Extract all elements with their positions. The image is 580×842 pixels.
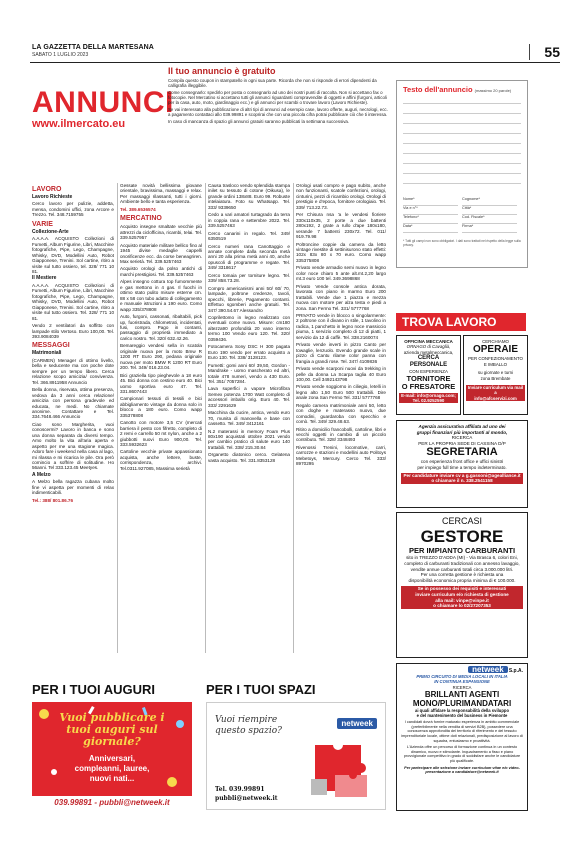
ad-line: TORNITORE (406, 373, 451, 383)
classified-ad: Bella donna, riservata, ottima presenza, vedova da 3 anni cerca relazione/ amicizia con persona gradevole ed educata, ne medi. No chiamate anonime. Contattare e Tel. 334.7648.466 Annuncio (32, 387, 114, 420)
newspaper-name: LA GAZZETTA DELLA MARTESANA (32, 44, 154, 51)
header-separator (529, 44, 530, 60)
ad-line: inviare curriculum e/o richiesta di gestione (401, 592, 523, 598)
classified-ad: Cedo a vari amatori turtagrado da terra in coppia rana e settembre 2022. Tel. 339.5257463 (208, 212, 290, 229)
classified-ad: Privato Vende console antica dorata, lavorata con piano in marmo Euro 200 trattabili. Vende due 1 piazza e mezza nuova con motore per alza testa e piedi a zona. San Fermo Tel. 331/ 5777768 (296, 283, 386, 311)
coupon-field-phone[interactable]: Telefono* (403, 215, 458, 224)
classified-ad: Vendo 2 ventilatori da soffitto con lampade stilo Vertoso. Euro 100,00. Tel. 393.9084039 (32, 323, 114, 339)
coupon-line[interactable] (403, 163, 521, 164)
ad-line: disponibilità economica propria minima di € 100.000. (408, 578, 516, 584)
classified-ad: Poltroncine coppie da camera da letto vintage rivestite di settinisurono stato effetti: 102x 83x 80 x 70 euro. Como wapp 335375808 (296, 241, 386, 263)
classifieds-column-3 (208, 183, 290, 465)
classified-ad: Acquisto insegne smaltate vecchie più attrezzi da ciclofficina, ricambi, telai. Tel. 339.5257957 (120, 224, 202, 241)
job-ad-netweek (396, 663, 528, 811)
ad-line: su giornate e turni (477, 370, 514, 376)
section-varie: VARIE (32, 220, 53, 228)
classified-ad: N.2 materassi in memory Foam Plus 80x190 acquistati ottobre 2021 vendo per cambio pratico di salute euro 140 trattabili. Tel. 338/ 215.30.84 (208, 428, 290, 450)
ad-line: sito in TREZZO D'ADDA (MI) - Via Brasca 6, colori Eni, (406, 555, 518, 560)
ad-line: MONO/PLURIMANDATARI (412, 698, 512, 708)
promo-auguri (32, 682, 192, 810)
column-divider (117, 183, 118, 653)
ad-line: zona Brembate (480, 375, 511, 381)
classifieds-column-2 (120, 183, 202, 473)
ad-email[interactable]: Per partecipare alle selezione inviare curriculum vitae e/o video-presentazione a candidature@netweek.it (404, 765, 520, 775)
coupon-title (403, 85, 511, 94)
ad-paragraph: L'Azienda offre un percorso di formazione continua in un contesto dinamico, nuovo e stimolante. Inquadramento a fisso e piano provvigionale competitivo in grado di soddisfare anche le candidature più qualificate. (403, 745, 521, 763)
classified-phone: Tel. 389.6536574 (120, 206, 156, 212)
coupon-title-text: Testo dell'annuncio (403, 85, 473, 94)
promo-sub-line: nuovi nati... (89, 774, 135, 783)
classified-ad: Auto, furgoni, cassonati, ribaltabili, pick up, fuoristrada, chilometrati, incidentati, fusi, compro. Pago in contanti, passaggio di proprietà immediato a carico nostro. Tel. 320/ 632.42.26. (120, 314, 202, 341)
ad-line: PER CONFEZIONAMENTO (468, 356, 523, 362)
ad-line: GESTORE (420, 527, 504, 546)
section-messaggi: MESSAGGI (32, 342, 70, 350)
coupon-line[interactable] (403, 113, 521, 114)
promo-title: PER I TUOI SPAZI (206, 682, 316, 697)
annunci-website[interactable]: www.ilmercato.eu (32, 118, 126, 130)
annunci-masthead (32, 86, 174, 130)
ad-line: PER IMPIANTO CARBURANTI (408, 546, 516, 555)
column-divider (293, 183, 294, 653)
ad-phone[interactable]: o chiamare il n. 338.2541158 (401, 478, 523, 484)
ad-line: completo di carburanti tradizionali con annesso lavaggio, (404, 560, 520, 566)
puzzle-pieces-icon (305, 735, 375, 805)
info-title: Il tuo annuncio è gratuito (168, 66, 276, 76)
ad-email[interactable]: Per candidature inviare cv a g.gassoni@agealliance.it (401, 473, 523, 479)
ad-phone[interactable]: Tel. 02.9252590 (399, 398, 458, 403)
classified-ad: (CARMEN) Menager di ottimo livello, bella e seducente ma con poche dote sempre per un tempo libero. Cerca relazione scopo amicizia/ convivenza. Tel. 366.8911958 Annuncio (32, 357, 114, 385)
classified-ad: Ciao sono Margherita, vuoi conoscermi? Lavoro in banca e sono una donna separata da diversi tempo. Amo molto la vita all'aria aperta e aspetto per me una stagione magica. Adoro fare i weekend nella casa al lago, mi rilassa e mi ricarica le pile. Ora però comincio a soffrire di solitudine. Ho 56anni. Tel 333.123.45 Meetyes. (32, 421, 114, 471)
ad-line: e del mantenimento del business in Piemonte (416, 713, 508, 719)
classified-ad: Acquisto materiale militare bellico fino al 1945 divise medaglie cappelli onorificenze ecc. da corse beneagriren. Max serietà. Tel. 339.5257463 (120, 242, 202, 264)
classified-ad: Ritiro a domicilio francobolli, cartoline, libri e vecchi oggetti in cambio di un piccolo contributo. Tel. 328/ 3348493 (296, 426, 386, 443)
classified-ad: Rivenossi Trenini, locomotive, carri, carrozze e stazioni e modellini auto Politoys Mebetoys, Mercury. Cerco Tel. 333/ 8970295 (296, 444, 386, 467)
classified-ad: Privato vende armadio semi nuovo in legno color noce chiaro 5 ante alt.mt.2,20 largo mt.3 euro 100 tel. 349.3698868 (296, 265, 386, 282)
classified-ad: A Melzo bella ragazza cubana molto fine vi aspetta per momenti di relax indimenticabili. (32, 479, 114, 496)
classified-ad: Bemareggio vendesi sella in scatola originale nuova per la moto Bmw R 1200 RT Euro 290, pedana originale nuova per moto BMW R 1200 RT Euro 200. Tel. 349/ 016.23.04. (120, 343, 202, 371)
classified-ad: Cerco canarini in regalo. Tel. 349/ 6350519 (208, 230, 290, 242)
promo-sub (32, 754, 192, 784)
classified-ad: Alpes insegno cottura top fumommente e gas mettono in 4 gas. Il fuochi in ottimo stato pulito misure esterne cm. 88 x 58 con tubo adatto di collegamento e manuale istruzioni a 190 euro. Como wapp 335/378808 (120, 279, 202, 312)
ad-coupon[interactable] (396, 80, 528, 268)
coupon-subtitle: (massimo 20 parole) (474, 88, 512, 93)
header-rule (30, 62, 560, 63)
classified-ad: Coprilettomo in legno realizzato con eventuali come nuovo. Misure: cm180 altezza90 profondità 20 vano interno termo 100 Vendo euro 120. Tel. 320/ 0359436. (208, 314, 290, 342)
classified-ad: Macchina da cucire, antica, vendo euro 70, munita di manovella e base con cassetto. Tel. 349/ 3412161 (208, 410, 290, 427)
classified-ad: Privato vende soggiorno in ciliegio, letelli in legno alto 1,50 Euro 500 trattabili. Dire anale zona San Fermo Tel. 331/ 5777768 (296, 384, 386, 401)
promo-title: PER I TUOI AUGURI (32, 682, 156, 697)
classified-ad: Bici graziella tipo pieghevole a 18 euro 45. Bici donna con cestino euro 40. Bici uomo sportiva euro 47. Tel. 331.8607443 (120, 372, 202, 394)
classified-ad: Canotto con motore 3,5 CV (mercati barriera il pesto con fifretto, completo di 2 remi e carrello 50 mt nylon, anche a 2 giubbotti nuovi Euro 900,00. Tel. 333.5932623 (120, 420, 202, 448)
classified-ad: Cerco tomaia per torniture legno. Tel. 339/ 858.73.28. (208, 272, 290, 284)
coupon-line[interactable] (403, 183, 521, 184)
ad-line: SEGRETARIA (426, 446, 498, 459)
info-paragraph: Compila questo coupon in stampatello in ogni sua parte. Ricorda che non si risponde di errori dipendenti da calligrafia illeggibile. (168, 78, 377, 89)
coupon-field-city[interactable]: Città* (462, 206, 517, 215)
coupon-note: * Tutti gli campi non sono obbligatori. I dati sono trattati nel rispetto della legge sulla privacy. (403, 239, 521, 247)
coupon-field-date[interactable]: Data* (403, 224, 458, 233)
free-ad-info (168, 66, 390, 160)
promo-headline-line: questo spazio? (215, 726, 283, 736)
job-ad-gestore (396, 512, 528, 658)
classified-ad: Campionari tessuti di tessili e bici abbigliamento vintage da donna solo in blocco a 180 euro. Como wapp 335378808 (120, 396, 202, 418)
coupon-field-signature[interactable]: Firma* (462, 224, 517, 233)
ad-line: RICERCA (452, 684, 472, 690)
ad-line: RICERCA (451, 435, 473, 441)
ad-line: azienda metalmeccanica, (403, 349, 454, 355)
page-number: 55 (544, 44, 560, 60)
subsection-amicizia: A Melzo (32, 471, 51, 478)
ad-line: O FRESATORE (401, 381, 456, 391)
classified-ad: Organetto diatonico cerco. Gelatena vasta acquisto. Tel. 331.8353128 (208, 452, 290, 463)
subsection-collezione: Collezione-Arte (32, 228, 69, 235)
ad-line: CERCA PERSONALE (409, 355, 448, 369)
classified-ad: Cerco lavoro per pulizie, addetta, mensa, condomini uffici, zona Arcore e Trezzo. Tel. 348.7159755 (32, 201, 114, 218)
classified-ad: Cerco numeri rana Canottaggio e annate complete dalla seconda metà anni 20 alla prima metà anni 40, anche opuscoli di programme e regate. Tel. 349/ 3318617 (208, 243, 290, 271)
ad-line: gruppi finanziari più importanti al mondo, (416, 429, 508, 435)
coupon-fields (403, 197, 521, 233)
ad-line: IN CONTINUA ESPANSIONE (434, 679, 490, 685)
coupon-line[interactable] (403, 143, 521, 144)
subsection-mestiere: Il Mestiere (32, 275, 57, 282)
classified-ad: PRIVATO vende in blocco o singolarmente: 2 poltrone con il divano in stile, 1 tavolino in radica, 1 panchetto in legno noce massiccio piuma, 1 servizio completo di 12 di piatti, 1 servizio da 12 di caffè. Tel. 338.2160074 (296, 312, 386, 340)
classified-ad: Regalo camera matrimoniale anni 50, letto con doghe e materasso nuovo, due comodini, guardaroba con specchio e comò. Tel. 349/ 329.48.63. (296, 402, 386, 425)
classified-ad: Fotocamera Sony DSC H 300 pagata Euro 190 vendo per errato acquisto a Euro 130. Tel. 338/ 3128123. (208, 344, 290, 361)
job-ad-segretaria (396, 420, 528, 508)
classified-ad: Compro americanismi anni 50/ 60/ 70, lampade, poltrone credenze, tavoli, specchi, librerie, Pagamento contanti. Effettuo sgomberi anche gratuiti. Tel. 347/ 390.54.67 Alessandro (208, 285, 290, 313)
netweek-logo: netweek (337, 718, 377, 729)
ad-line: BRILLANTI AGENTI (424, 689, 500, 699)
classified-ad: Fumetti: gomi anni 60/ 39,50, Gordon - Mandrake - uomo mascherato ed altri, totale 478 numeri, vendo a 430 Euro. Tel. 351/ 7057284. (208, 362, 290, 384)
promo-sub-line: compleanni, lauree, (74, 764, 150, 773)
ad-email[interactable]: E-mail: info@ornago.com; (399, 393, 458, 398)
ad-email[interactable]: info@afcservizi.com (466, 396, 525, 401)
classifieds-column-1 (32, 183, 114, 505)
trova-lavoro-header: TROVA LAVORO (396, 313, 526, 331)
promo-headline: Vuoi pubblicare i tuoi auguri sul giornale? (59, 711, 165, 748)
ad-line: CERCHIAMO (482, 339, 509, 344)
ad-line: ai quali affidare la responsabilità della sviluppo (414, 707, 509, 713)
ad-line: CERCASI (441, 516, 482, 526)
classified-ad: Per Chisura nsa 'a le vendesi fioriere 330x110x35, 2 porte a due battenti 280x192, 2 grate a rullo d'ape 180x180, verande 7 battenti 230x72. Tel. 011/ 919.79.98 (296, 212, 386, 240)
job-ad-officina (396, 335, 461, 415)
coupon-line[interactable] (403, 153, 521, 154)
ad-line: Inviare curriculum via mail a (467, 385, 524, 396)
info-paragraph: Come consegnarlo: spedirlo per posta o consegnarlo ad uno dei nostri punti di raccolta. Non si accettano fax o fotocopie. Nel Mercatino si accettano tutti gli annunci riguardanti compravendite di oggetti e affini (furgoni, articoli per la casa, auto, moto, giardinaggio ecc.) e gli annunci per scambi o trovare lavoro (Lavoro Richieste). (168, 89, 387, 106)
classified-ad: A.A.A.A. ACQUISTO Collezioni di Fumetti, Album Figurine, Libri, Macchine fotografiche, Pipe, Lego, Champagne, Whisky, DVD, Modellini Auto, Robot Giapponese, Trenini. Sol cartine, ritiro a visite sul tutto ossiero, tel. 328/ 771 10 81. (32, 236, 114, 274)
ad-phone[interactable]: o chiamare lo 02/27207353 (401, 603, 523, 609)
netweek-suffix: S.p.A. (508, 668, 523, 674)
classified-ad: Lava superfici a vapore Microfibra Semex potenza 1700 Watt completo di accessori imballo orig. Euro 40. Tel. 333/ 2291629 (208, 386, 290, 408)
promo-spazi-box[interactable] (206, 702, 386, 810)
ad-line: CON ESPERIENZA (409, 369, 448, 375)
issue-date: SABATO 1 LUGLIO 2023 (32, 52, 89, 58)
coupon-line[interactable] (403, 173, 521, 174)
coupon-line[interactable] (403, 123, 521, 124)
ad-line: con esperienza front office e uffici sinistri (420, 459, 504, 465)
classified-ad: Gessate novità bellissima giovane orientale, bravissima, massaggi e relax. Per massaggi rilassanti, tutti i giorni. Ambiente bello e tanta esperienza. (120, 183, 202, 205)
section-mercatino: MERCATINO (120, 215, 162, 223)
classified-ad: Privato vende inverti in pizzo Canto per towaglie, lenzuolo. Evendo grande scale in pizzo di Cantu rilame color panna con frangia a grandi rose. Tel. 347/ 4109836 (296, 342, 386, 364)
classified-ad: Causa trasloco vendo splendida stampa inilet su tessuto di cotone (Oikusa), le grande ordini 138x88. Euro 99. Robuste intelaiatura. Foto su Whatsapp. Tel. 333/ 9339650 (208, 183, 290, 210)
ad-line: OPERAIE (472, 344, 518, 356)
promo-contact[interactable]: 039.99891 - pubbli@netweek.it (32, 796, 192, 810)
info-paragraph: In caso di mancanza di spazio gli annunci gratuiti saranno pubblicati la settimana successiva. (168, 118, 350, 124)
ad-paragraph: I candidati dovrà fornire maturato esperienza in ambito commerciale (preferibilmente nella vendita di servizi B2B), possedere una conoscenza approfondita del territorio di riferimento e del tessuto imprenditoriale locale, ottime doti relazionali, predisposizione al lavoro di squadra, entusiasmo e proattività. (401, 720, 523, 743)
classified-ad: Orologi usati compro e pago subito, anche non funzionanti, scatole confezioni, orologi, cinturini, pezzi di ricambio orologi. Orologi di prestigio e d'epoca, fornitore orologiaio. Tel. 339/ 713.22.73. (296, 183, 386, 210)
info-paragraph: Se vai interessato alla pubblicazione di altri tipi di annunci ad esempio case, lavoro offerte, auguri, necrologi, ecc. a pagamento contattaci allo 039.99891 e scoprirai che con una piccola cifra potrai pubblicare ciò che ti interessa. (168, 107, 388, 118)
promo-headline-line: Vuoi riempire (215, 715, 278, 725)
promo-spazi (206, 682, 386, 810)
classified-phone: Tel.: 388/ 801.86.76 (32, 497, 74, 503)
classifieds-column-4 (296, 183, 386, 469)
coupon-field-surname[interactable]: Cognome* (462, 197, 517, 206)
coupon-field-name[interactable]: Nome* (403, 197, 458, 206)
subsection-matrimoniali: Matrimoniali (32, 350, 62, 357)
job-ad-operaie (463, 335, 528, 415)
ad-line: Agenzia assicurativa affiliata ad uno dei (418, 424, 506, 429)
classified-ad: A.A.A.A. ACQUISTO Collezioni di Fumetti, Album Figurine, Libri, Macchine fotografiche, Pipe, Lego, Champagne, Whisky, DVD, Modellini Auto, Robot Giapponese, Trenini. Sol cartine, ritiro a visite sul tutto ossiero. Tel. 328/ 771 10 81. (32, 282, 114, 321)
ad-line: PER LA PROPRIA SEDE DI CASSINA D/P (418, 440, 506, 446)
promo-email[interactable]: pubbli@netweek.it (215, 795, 278, 802)
coupon-line[interactable] (403, 133, 521, 134)
promo-auguri-box[interactable] (32, 702, 192, 810)
ad-email[interactable]: alla mail: vinpe@vinpe.it (401, 598, 523, 604)
ad-line: OFFICINA MECCANICA (404, 339, 453, 344)
classified-ad: Cartoline vecchie private appassionato acquista, anche lettere, buste, corrispondenza, archivi. Tel.0311.927085, Massima serietà (120, 449, 202, 471)
ad-line: ORNAGO di Cavaglià, (406, 344, 451, 350)
promo-phone[interactable]: Tel. 039.99891 (215, 786, 265, 793)
classified-ad: Privato vende scarponi nuovi da trekking in pelle da donna La Scarpa taglia 40 Euro 100,00. Cell 3492143798 (296, 366, 386, 382)
promo-sub-line: Anniversari, (88, 754, 136, 763)
coupon-field-address[interactable]: Via e n°* (403, 206, 458, 215)
coupon-field-taxcode[interactable]: Cod. Fiscale* (462, 215, 517, 224)
ad-line: vendite annue carburanti totali circa 3.000.000 litri. (410, 566, 514, 572)
ad-line: E IMBALLO (483, 361, 508, 367)
ad-line: Per una corretta gestione è richiesta una (420, 572, 504, 578)
annunci-title: ANNUNCI (32, 86, 174, 119)
column-divider (205, 183, 206, 653)
subsection-lavoro-richieste: Lavoro Richieste (32, 194, 73, 200)
classified-ad: Acquisto orologi da polso antichi di marchi prestigiosi. Tel. 339.5257463 (120, 266, 202, 277)
promo-headline (215, 715, 282, 737)
coupon-line[interactable] (403, 103, 521, 104)
ad-line: Se in possesso dei requisiti e interessati (401, 586, 523, 592)
netweek-logo: netweek (468, 666, 508, 673)
section-lavoro: LAVORO (32, 186, 62, 193)
ad-line: PRIMO CIRCUITO DI MEDIA LOCALI IN ITALIA (416, 674, 508, 680)
ad-line: per impiego full time a tempo indeterminato. (417, 464, 507, 470)
